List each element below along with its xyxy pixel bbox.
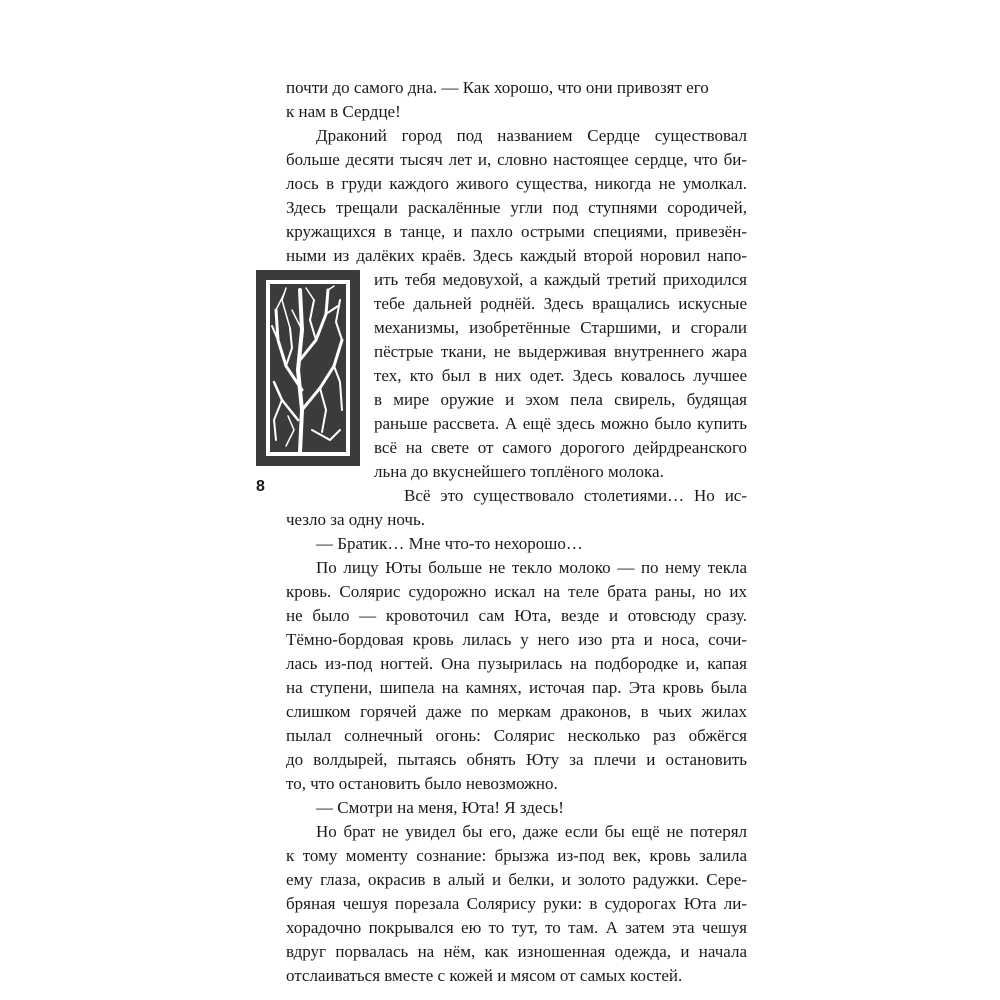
text-line: Драконий город под названием Сердце существовал	[316, 126, 747, 145]
text-line: механизмы, изобретённые Старшими, и сгорали	[374, 318, 747, 337]
text-line: слишком горячей даже по меркам драконов, в чьих жилах	[286, 702, 747, 721]
text-line: вдруг порвалась на нём, как изношенная одежда, и начала	[286, 942, 747, 961]
text-line: — Братик… Мне что-то нехорошо…	[316, 534, 583, 553]
text-line: тебе дальней роднёй. Здесь вращались искусные	[374, 294, 747, 313]
text-line: к тому моменту сознание: брызжа из-под век, кровь залила	[286, 846, 747, 865]
text-line: кровь. Солярис судорожно искал на теле брата раны, но их	[286, 582, 747, 601]
text-line: Но брат не увидел бы его, даже если бы ещё не потерял	[316, 822, 747, 841]
text-line: чезло за одну ночь.	[286, 510, 425, 529]
text-line: отслаиваться вместе с кожей и мясом от самых костей.	[286, 966, 683, 985]
text-line: бряная чешуя порезала Солярису руки: в судорогах Юта ли-	[286, 894, 747, 913]
text-line: пылал солнечный огонь: Солярис несколько раз обжёгся	[286, 726, 747, 745]
text-line: лась из-под ногтей. Она пузырилась на подбородке и, капая	[286, 654, 747, 673]
text-line: больше десяти тысяч лет и, словно настоящее сердце, что би-	[286, 150, 747, 169]
text-line: раньше рассвета. А ещё здесь можно было купить	[374, 414, 747, 433]
text-line: к нам в Сердце!	[286, 102, 401, 121]
text-line: кружащихся в танце, и пахло острыми специями, привезён-	[286, 222, 747, 241]
text-line: льна до вкуснейшего топлёного молока.	[374, 462, 664, 481]
text-line: до волдырей, пытаясь обнять Юту за плечи и остановить	[286, 750, 747, 769]
text-line: тех, кто был в них одет. Здесь ковалось лучшее	[374, 366, 747, 385]
text-line: то, что остановить было невозможно.	[286, 774, 558, 793]
tree-ornament-graphic	[256, 270, 360, 466]
text-line: ными из далёких краёв. Здесь каждый второй норовил напо-	[286, 246, 747, 265]
text-line: всё на свете от самого дорогого дейрдреанского	[374, 438, 747, 457]
text-line: Здесь трещали раскалённые угли под ступнями сородичей,	[286, 198, 747, 217]
page-number: 8	[256, 478, 265, 495]
text-line: не было — кровоточил сам Юта, везде и отовсюду сразу.	[286, 606, 747, 625]
text-line: на ступени, шипела на камнях, источая пар. Эта кровь была	[286, 678, 747, 697]
text-line: ить тебя медовухой, а каждый третий приходился	[374, 270, 747, 289]
text-line: пёстрые ткани, не выдерживая внутреннего жара	[374, 342, 747, 361]
text-line: ему глаза, окрасив в алый и белки, и золото радужки. Сере-	[286, 870, 747, 889]
tree-ornament-icon	[256, 270, 360, 466]
text-line: лось в груди каждого живого существа, никогда не умолкал.	[286, 174, 747, 193]
text-line: в мире оружие и эхом пела свирель, будящая	[374, 390, 747, 409]
text-line: Всё это существовало столетиями… Но ис-	[404, 486, 747, 505]
text-line: хорадочно покрывался ею то тут, то там. А затем эта чешуя	[286, 918, 747, 937]
text-line: По лицу Юты больше не текло молоко — по нему текла	[316, 558, 747, 577]
text-line: Тёмно-бордовая кровь лилась у него изо рта и носа, сочи-	[286, 630, 747, 649]
text-line: — Смотри на меня, Юта! Я здесь!	[316, 798, 564, 817]
text-line: почти до самого дна. — Как хорошо, что они привозят его	[286, 78, 709, 97]
